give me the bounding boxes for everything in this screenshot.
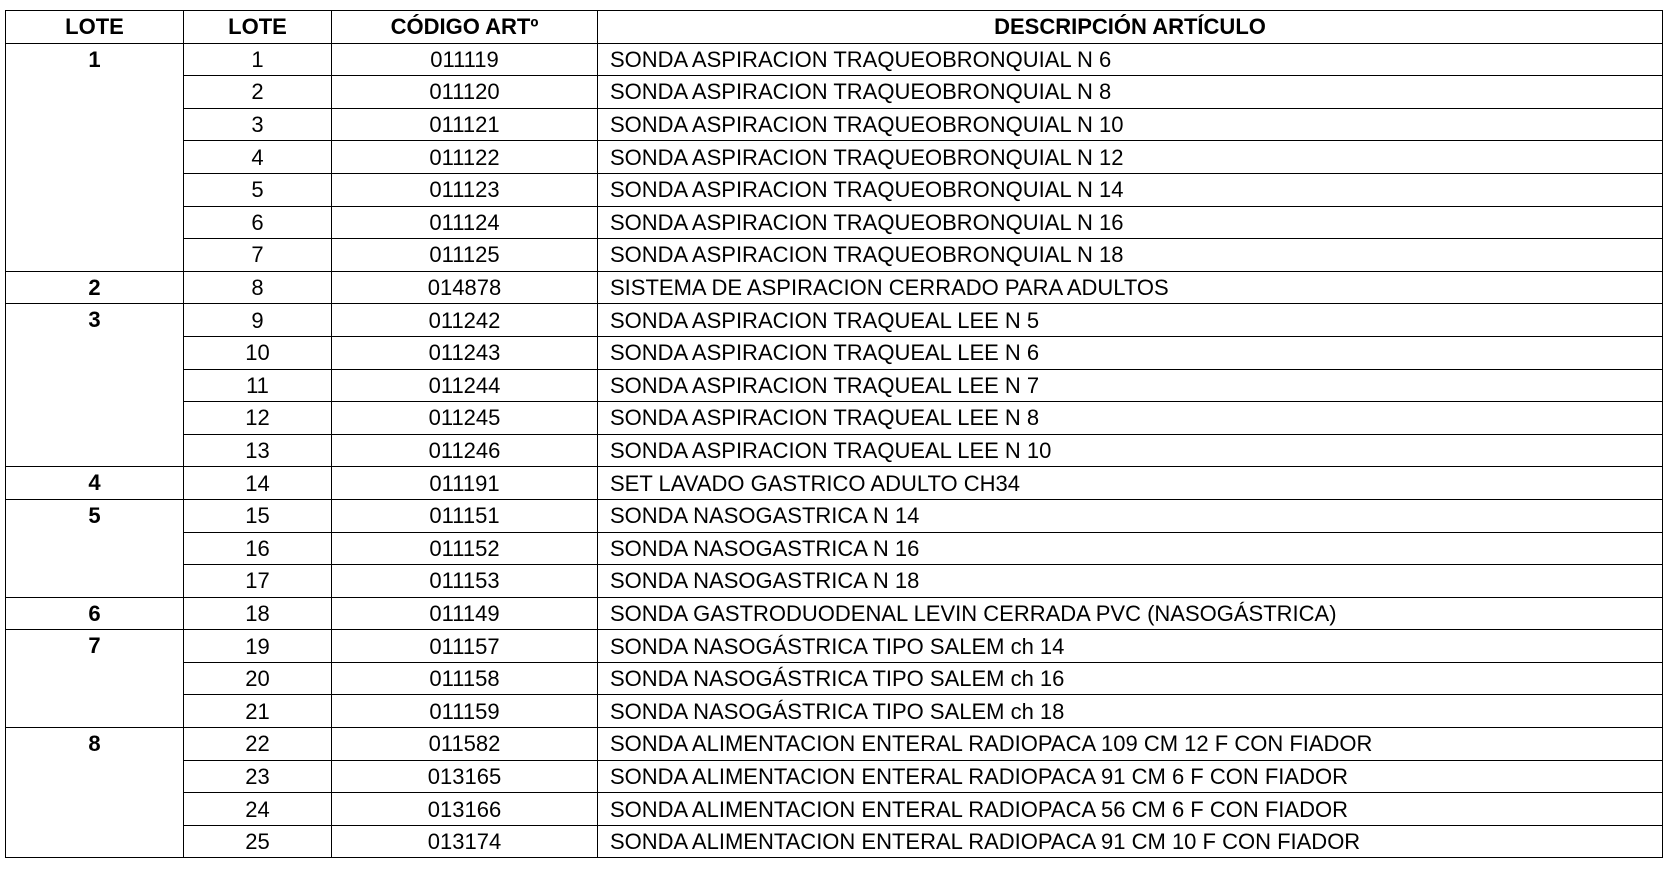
lote-item-cell: 23 [184,760,332,793]
lote-group-cell: 8 [6,728,184,858]
lote-item-cell: 12 [184,402,332,435]
table-row [6,630,1663,663]
table-row [6,76,1663,109]
descripcion-cell: SONDA ASPIRACION TRAQUEOBRONQUIAL N 10 [598,108,1663,141]
lote-item-cell: 14 [184,467,332,500]
codigo-cell: 014878 [332,271,598,304]
codigo-cell: 011157 [332,630,598,663]
table-row [6,728,1663,761]
descripcion-cell: SONDA NASOGASTRICA N 14 [598,499,1663,532]
lote-item-cell: 2 [184,76,332,109]
descripcion-cell: SONDA ASPIRACION TRAQUEOBRONQUIAL N 18 [598,239,1663,272]
table-row [6,467,1663,500]
table-row [6,499,1663,532]
header-row [6,11,1663,44]
codigo-cell: 011121 [332,108,598,141]
table-row [6,402,1663,435]
table-row [6,565,1663,598]
lote-group-cell: 4 [6,467,184,500]
lote-item-cell: 18 [184,597,332,630]
header-descripcion: DESCRIPCIÓN ARTÍCULO [598,11,1663,44]
descripcion-cell: SONDA ALIMENTACION ENTERAL RADIOPACA 91 CM 10 F CON FIADOR [598,825,1663,858]
table-row [6,304,1663,337]
lote-item-cell: 4 [184,141,332,174]
codigo-cell: 011191 [332,467,598,500]
codigo-cell: 013165 [332,760,598,793]
descripcion-cell: SONDA ASPIRACION TRAQUEAL LEE N 6 [598,336,1663,369]
descripcion-cell: SONDA ASPIRACION TRAQUEOBRONQUIAL N 12 [598,141,1663,174]
lote-group-cell: 5 [6,499,184,597]
codigo-cell: 011153 [332,565,598,598]
codigo-cell: 011246 [332,434,598,467]
lote-item-cell: 11 [184,369,332,402]
lote-table [5,10,1663,858]
header-lote-item: LOTE [184,11,332,44]
lote-item-cell: 15 [184,499,332,532]
lote-item-cell: 1 [184,43,332,76]
codigo-cell: 011149 [332,597,598,630]
codigo-cell: 011125 [332,239,598,272]
codigo-cell: 011242 [332,304,598,337]
descripcion-cell: SONDA ASPIRACION TRAQUEAL LEE N 10 [598,434,1663,467]
descripcion-cell: SONDA GASTRODUODENAL LEVIN CERRADA PVC (NASOGÁSTRICA) [598,597,1663,630]
lote-item-cell: 7 [184,239,332,272]
descripcion-cell: SISTEMA DE ASPIRACION CERRADO PARA ADULTOS [598,271,1663,304]
codigo-cell: 011582 [332,728,598,761]
lote-item-cell: 16 [184,532,332,565]
codigo-cell: 011122 [332,141,598,174]
codigo-cell: 011244 [332,369,598,402]
descripcion-cell: SONDA NASOGÁSTRICA TIPO SALEM ch 18 [598,695,1663,728]
descripcion-cell: SET LAVADO GASTRICO ADULTO CH34 [598,467,1663,500]
codigo-cell: 011158 [332,662,598,695]
descripcion-cell: SONDA ALIMENTACION ENTERAL RADIOPACA 56 CM 6 F CON FIADOR [598,793,1663,826]
lote-group-cell: 7 [6,630,184,728]
codigo-cell: 011151 [332,499,598,532]
descripcion-cell: SONDA NASOGÁSTRICA TIPO SALEM ch 14 [598,630,1663,663]
table-row [6,336,1663,369]
lote-item-cell: 10 [184,336,332,369]
table-row [6,43,1663,76]
codigo-cell: 011152 [332,532,598,565]
table-row [6,271,1663,304]
codigo-cell: 011123 [332,173,598,206]
table-row [6,108,1663,141]
table-row [6,825,1663,858]
lote-item-cell: 5 [184,173,332,206]
descripcion-cell: SONDA ASPIRACION TRAQUEOBRONQUIAL N 8 [598,76,1663,109]
lote-item-cell: 6 [184,206,332,239]
lote-item-cell: 19 [184,630,332,663]
codigo-cell: 011119 [332,43,598,76]
descripcion-cell: SONDA ASPIRACION TRAQUEOBRONQUIAL N 14 [598,173,1663,206]
descripcion-cell: SONDA ASPIRACION TRAQUEOBRONQUIAL N 16 [598,206,1663,239]
descripcion-cell: SONDA ASPIRACION TRAQUEOBRONQUIAL N 6 [598,43,1663,76]
codigo-cell: 011159 [332,695,598,728]
table-row [6,434,1663,467]
codigo-cell: 013166 [332,793,598,826]
lote-item-cell: 13 [184,434,332,467]
table-row [6,532,1663,565]
table-row [6,662,1663,695]
descripcion-cell: SONDA NASOGASTRICA N 18 [598,565,1663,598]
lote-item-cell: 25 [184,825,332,858]
lote-item-cell: 17 [184,565,332,598]
lote-item-cell: 9 [184,304,332,337]
table-row [6,793,1663,826]
descripcion-cell: SONDA NASOGASTRICA N 16 [598,532,1663,565]
lote-group-cell: 1 [6,43,184,271]
lote-group-cell: 2 [6,271,184,304]
table-row [6,239,1663,272]
table-row [6,173,1663,206]
codigo-cell: 013174 [332,825,598,858]
codigo-cell: 011124 [332,206,598,239]
lote-item-cell: 8 [184,271,332,304]
table-row [6,695,1663,728]
table-row [6,760,1663,793]
descripcion-cell: SONDA ASPIRACION TRAQUEAL LEE N 7 [598,369,1663,402]
descripcion-cell: SONDA ASPIRACION TRAQUEAL LEE N 5 [598,304,1663,337]
table-body [6,43,1663,858]
codigo-cell: 011120 [332,76,598,109]
lote-item-cell: 3 [184,108,332,141]
table-row [6,206,1663,239]
table-row [6,597,1663,630]
descripcion-cell: SONDA ALIMENTACION ENTERAL RADIOPACA 91 CM 6 F CON FIADOR [598,760,1663,793]
lote-item-cell: 21 [184,695,332,728]
lote-group-cell: 3 [6,304,184,467]
lote-group-cell: 6 [6,597,184,630]
codigo-cell: 011243 [332,336,598,369]
header-lote-group: LOTE [6,11,184,44]
lote-item-cell: 24 [184,793,332,826]
table-row [6,141,1663,174]
codigo-cell: 011245 [332,402,598,435]
descripcion-cell: SONDA NASOGÁSTRICA TIPO SALEM ch 16 [598,662,1663,695]
descripcion-cell: SONDA ALIMENTACION ENTERAL RADIOPACA 109 CM 12 F CON FIADOR [598,728,1663,761]
lote-item-cell: 20 [184,662,332,695]
lote-item-cell: 22 [184,728,332,761]
descripcion-cell: SONDA ASPIRACION TRAQUEAL LEE N 8 [598,402,1663,435]
table-row [6,369,1663,402]
header-codigo: CÓDIGO ARTº [332,11,598,44]
